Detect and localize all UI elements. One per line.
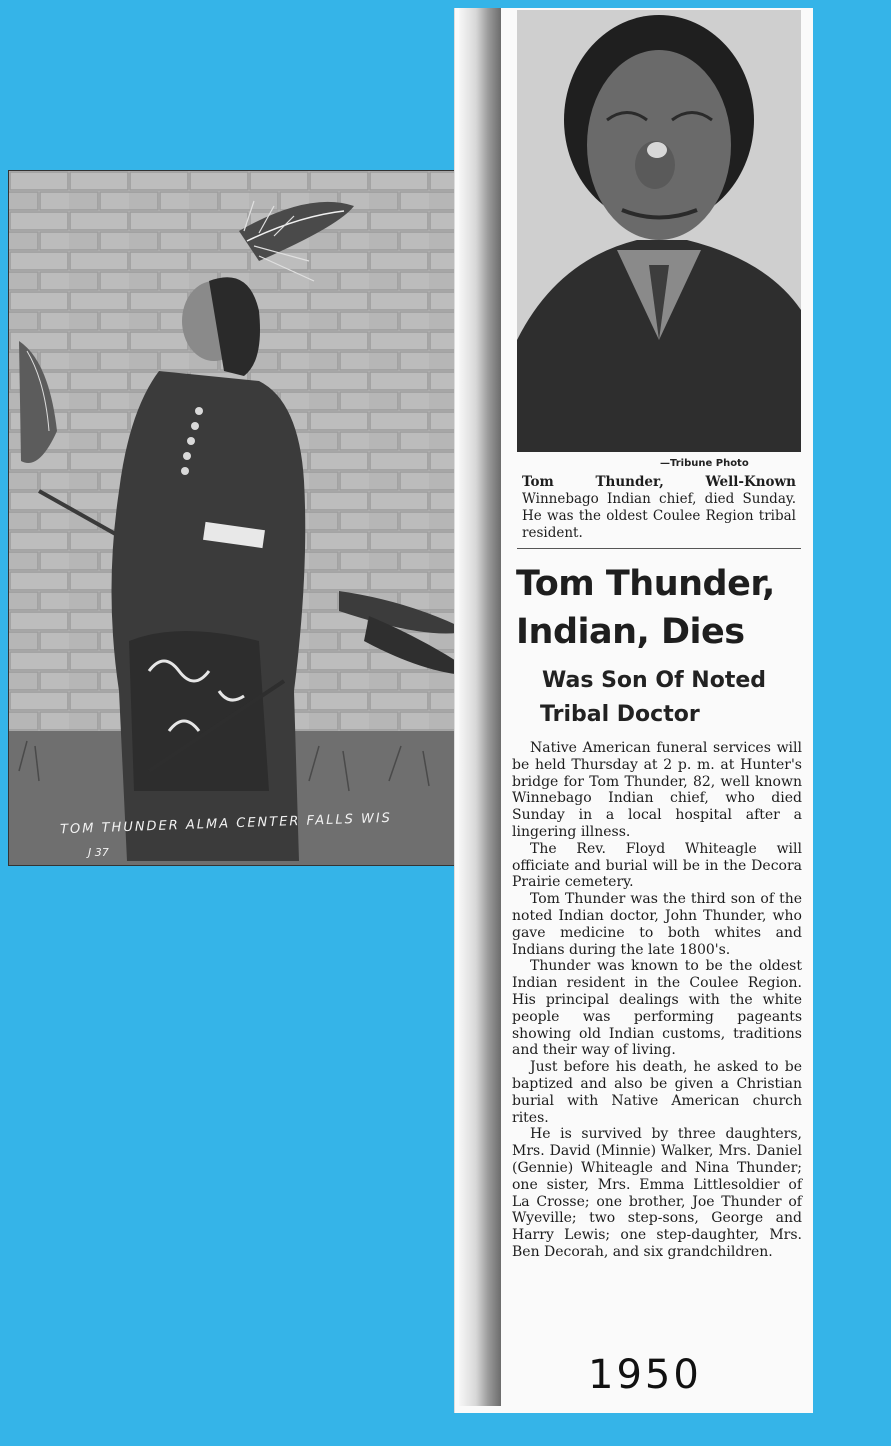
article-paragraph: He is survived by three daughters, Mrs. David (Minnie) Walker, Mrs. Daniel (Gennie) Whiteagle and Nina Thunder; one sister, Mrs. Emma Littlesoldier of La Crosse; one brother, Joe Thunder of Wyeville; two step-sons, George and Harry Lewis; one step-daughter, Mrs. Ben Decorah, and six grandchildren. bbox=[512, 1126, 802, 1260]
handwritten-year: 1950 bbox=[588, 1352, 702, 1398]
portrait-photo bbox=[517, 10, 801, 452]
article-paragraph: Tom Thunder was the third son of the noted Indian doctor, John Thunder, who gave medicine to both whites and Indians during the late 1800's. bbox=[512, 891, 802, 958]
photograph-illustration bbox=[9, 171, 505, 865]
article-paragraph: Native American funeral services will be held Thursday at 2 p. m. at Hunter's bridge for Tom Thunder, 82, well known Winnebago Indian chief, who died Sunday in a local hospital after a lingering illness. bbox=[512, 740, 802, 840]
photo-caption: TOM THUNDER ALMA CENTER FALLS WIS bbox=[59, 810, 393, 838]
subhead-line-1: Was Son Of Noted bbox=[542, 668, 767, 693]
article-paragraph: The Rev. Floyd Whiteagle will officiate and burial will be in the Decora Prairie cemetery. bbox=[512, 840, 802, 891]
headline-line-1: Tom Thunder, bbox=[516, 564, 775, 604]
article-body bbox=[512, 740, 802, 1261]
clipping-shadow-edge bbox=[459, 8, 501, 1406]
subheadline bbox=[542, 664, 802, 732]
headline bbox=[516, 560, 806, 656]
article-paragraph: Just before his death, he asked to be baptized and also be given a Christian burial with Native American church rites. bbox=[512, 1059, 802, 1126]
article-paragraph: Thunder was known to be the oldest Indian resident in the Coulee Region. His principal dealings with the white people was performing pageants showing old Indian customs, traditions and their way of living. bbox=[512, 958, 802, 1059]
photo-credit: —Tribune Photo bbox=[660, 458, 749, 469]
portrait-illustration bbox=[517, 10, 801, 452]
photo-number: J 37 bbox=[88, 846, 109, 859]
divider bbox=[517, 548, 801, 549]
photo-cutline bbox=[522, 474, 796, 542]
cutline-text: Winnebago Indian chief, died Sunday. He was the oldest Coulee Region tribal resident. bbox=[522, 491, 796, 541]
cutline-lead: Tom Thunder, Well-Known bbox=[522, 474, 796, 490]
headline-line-2: Indian, Dies bbox=[516, 612, 745, 652]
chief-photograph bbox=[8, 170, 506, 866]
subhead-line-2: Tribal Doctor bbox=[540, 702, 700, 727]
